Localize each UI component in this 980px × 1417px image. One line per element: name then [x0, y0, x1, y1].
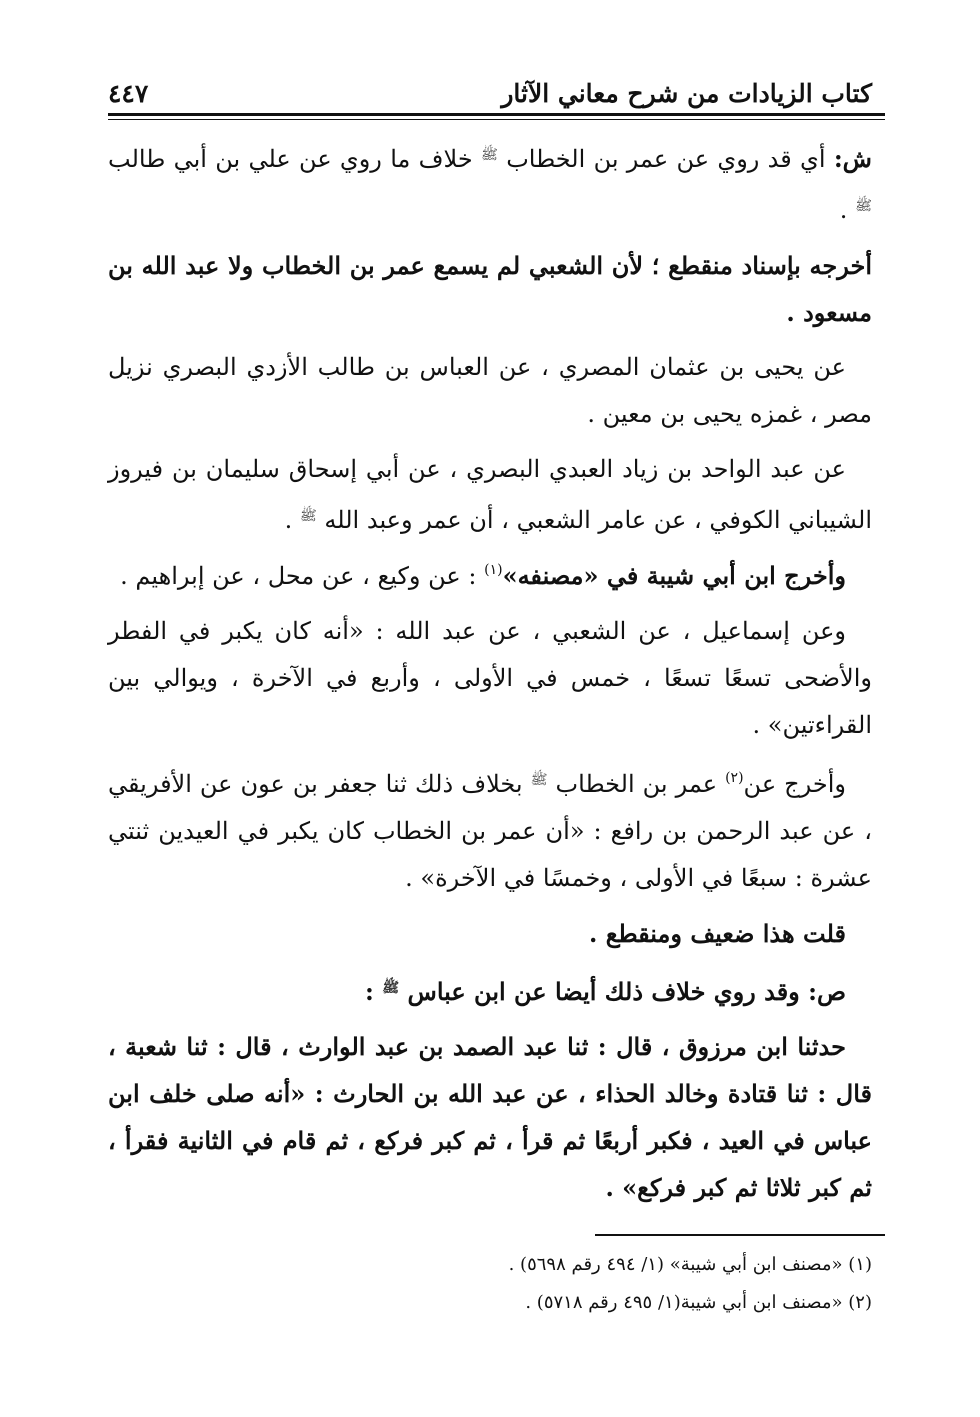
- paragraph-narrator-1: [108, 344, 872, 438]
- paragraph-text: عمر بن الخطاب: [555, 770, 718, 798]
- paragraph-text: عن عبد الواحد بن زياد العبدي البصري ، عن أبي إسحاق سليمان بن فيروز الشيباني الكوفي ، عن عامر الشعبي ، أن عمر وعبد الله: [108, 455, 872, 534]
- footnote-ref-1[interactable]: (١): [484, 562, 503, 578]
- honorific-glyph: ﷺ: [530, 772, 548, 788]
- paragraph-end: :: [365, 977, 374, 1006]
- paragraph-sad: [108, 965, 872, 1015]
- running-header: [108, 64, 872, 108]
- paragraph-ibn-abi-shaybah: [108, 552, 872, 600]
- honorific-glyph: ﷺ: [299, 508, 317, 524]
- header-rule-thin: [108, 119, 885, 120]
- honorific-glyph: ﷺ: [382, 980, 400, 996]
- paragraph-text: بخلاف ذلك ثنا جعفر بن عون عن الأفريقي ، عن عبد الرحمن بن رافع : «أن عمر بن الخطاب كان يكبر في العيدين ثنتي عشرة : سبعًا في الأولى ، وخمسًا في الآخرة» .: [108, 770, 872, 892]
- paragraph-text: : عن وكيع ، عن محل ، عن إبراهيم .: [120, 562, 477, 590]
- body-text: [108, 132, 872, 1219]
- paragraph-text: أخرجه بإسناد منقطع ؛ لأن الشعبي لم يسمع عمر بن الخطاب ولا عبد الله بن مسعود .: [108, 251, 872, 327]
- paragraph-sharh-1: [108, 132, 872, 234]
- paragraph-takhrij-1: [108, 242, 872, 336]
- book-title: كتاب الزيادات من شرح معاني الآثار: [501, 79, 872, 108]
- paragraph-text: عن يحيى بن عثمان المصري ، عن العباس بن طالب الأزدي البصري نزيل مصر ، غمزه يحيى بن معين .: [108, 353, 872, 428]
- footnote-ref-2[interactable]: (٢): [725, 770, 744, 786]
- paragraph-end: .: [284, 506, 293, 534]
- paragraph-lead: وأخرج ابن أبي شيبة في «مصنفه»: [502, 561, 846, 590]
- paragraph-end: .: [839, 196, 848, 224]
- paragraph-text: قلت هذا ضعيف ومنقطع .: [588, 919, 846, 948]
- paragraph-text: حدثنا ابن مرزوق ، قال : ثنا عبد الصمد بن عبد الوارث ، قال : ثنا شعبة ، قال : ثنا قتادة وخالد الحذاء ، عن عبد الله بن الحارث : «أنه صلى خلف ابن عباس في العيد ، فكبر أربعًا ثم قرأ ، ثم كبر فركع ، ثم قام في الثانية فقرأ ، ثم كبر ثلاثا ثم كبر فركع» .: [108, 1032, 872, 1202]
- paragraph-narrator-2: [108, 446, 872, 544]
- paragraph-comment: [108, 910, 872, 957]
- paragraph-ismail: [108, 608, 872, 749]
- honorific-glyph: ﷺ: [480, 147, 498, 163]
- paragraph-text: أي قد روي عن عمر بن الخطاب: [506, 145, 826, 173]
- footnotes: [108, 1246, 872, 1322]
- paragraph-text: وعن إسماعيل ، عن الشعبي ، عن عبد الله : «أنه كان يكبر في الفطر والأضحى تسعًا تسعًا ، خمس في الأولى ، وأربع في الآخرة ، ويوالي بين القراءتين» .: [108, 617, 872, 739]
- paragraph-hadith: [108, 1023, 872, 1211]
- sad-label: ص:: [808, 977, 846, 1006]
- header-rule: [108, 113, 885, 116]
- honorific-glyph: ﷺ: [855, 198, 872, 214]
- paragraph-text: خلاف ما روي عن علي بن أبي طالب: [108, 145, 473, 173]
- paragraph-lead: وأخرج عن: [743, 770, 846, 798]
- footnote-1: (١) «مصنف ابن أبي شيبة» (١/ ٤٩٤ رقم ٥٦٩٨) .: [508, 1254, 872, 1275]
- footnote-2: (٢) «مصنف ابن أبي شيبة(١/ ٤٩٥ رقم ٥٧١٨) .: [525, 1292, 872, 1313]
- page-number: ٤٤٧: [108, 79, 149, 108]
- sharh-label: ش:: [833, 144, 872, 173]
- paragraph-text: وقد روي خلاف ذلك أيضا عن ابن عباس: [407, 977, 800, 1006]
- footnote-rule: [595, 1234, 885, 1236]
- paragraph-umar: [108, 757, 872, 902]
